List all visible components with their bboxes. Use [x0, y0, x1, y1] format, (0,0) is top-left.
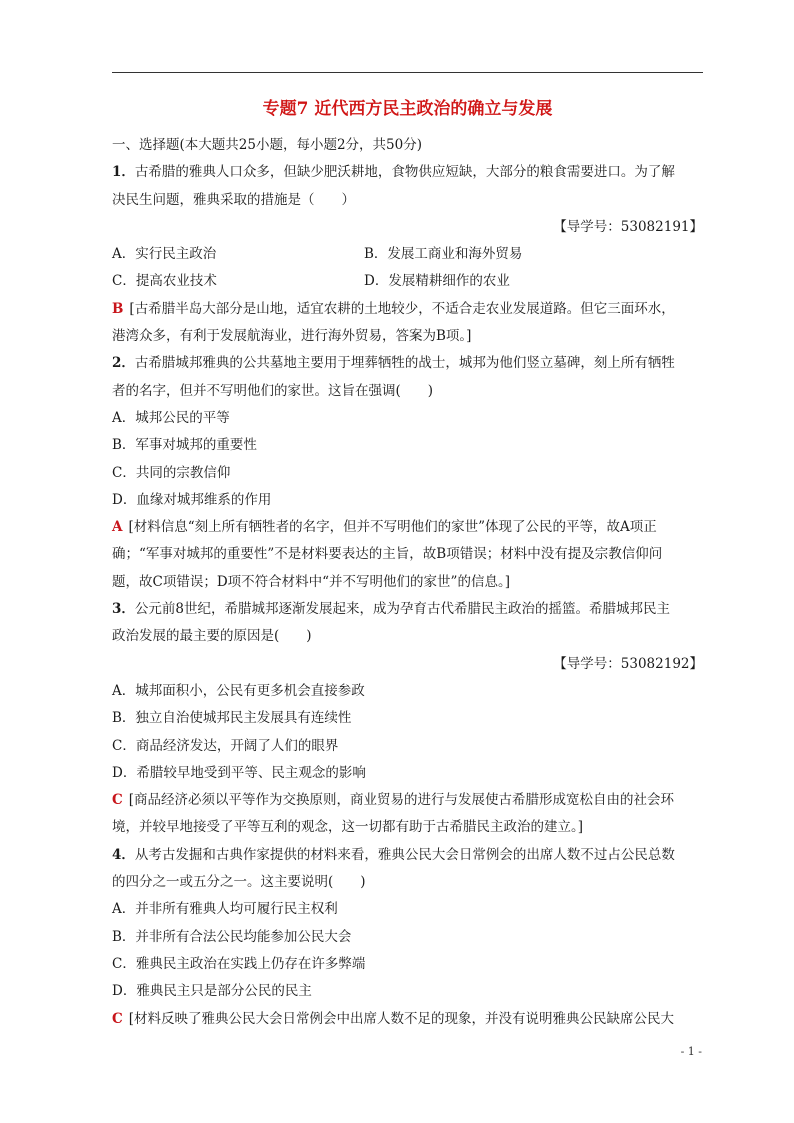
- question-number: 4．: [112, 846, 135, 863]
- question-2: [112, 350, 703, 596]
- option-a: A．城邦面积小，公民有更多机会直接参政: [112, 682, 365, 699]
- answer-letter: A: [112, 519, 123, 536]
- question-stem-line: 3．公元前8世纪，希腊城邦逐渐发展起来，成为孕育古代希腊民主政治的摇篮。希腊城邦民主: [112, 601, 670, 618]
- options-row: [112, 268, 703, 295]
- study-code: 【导学号：53082191】: [553, 218, 703, 235]
- option-d: D．发展精耕细作的农业: [364, 273, 510, 290]
- option-c: C．共同的宗教信仰: [112, 464, 231, 481]
- answer-line: [112, 296, 703, 323]
- option-b: B．发展工商业和海外贸易: [364, 246, 523, 263]
- explanation-line: 境，并较早地接受了平等互利的观念，这一切都有助于古希腊民主政治的建立。]: [112, 819, 584, 836]
- option-b: B．并非所有合法公民均能参加公民大会: [112, 928, 352, 945]
- section-heading: 一、选择题(本大题共25小题，每小题2分，共50分): [112, 137, 422, 153]
- study-code: 【导学号：53082192】: [553, 655, 703, 672]
- option-d: D．雅典民主只是部分公民的民主: [112, 983, 312, 1000]
- answer-line: [112, 1006, 703, 1033]
- question-1: [112, 159, 703, 350]
- question-stem-line: 1．古希腊的雅典人口众多，但缺少肥沃耕地，食物供应短缺，大部分的粮食需要进口。为了解: [112, 164, 675, 181]
- answer-line: [112, 787, 703, 814]
- option-d: D．血缘对城邦维系的作用: [112, 491, 272, 508]
- explanation-text: [商品经济必须以平等作为交换原则，商业贸易的进行与发展使古希腊形成宽松自由的社会环: [128, 792, 675, 809]
- question-stem-line: 的四分之一或五分之一。这主要说明( ): [112, 874, 366, 891]
- question-number: 2．: [112, 355, 135, 372]
- explanation-text: [材料反映了雅典公民大会日常例会中出席人数不足的现象，并没有说明雅典公民缺席公民大: [128, 1010, 675, 1027]
- answer-letter: B: [112, 300, 124, 317]
- explanation-line: 确；“军事对城邦的重要性”不是材料要表达的主旨，故B项错误；材料中没有提及宗教信仰问: [112, 546, 663, 563]
- option-a: A．并非所有雅典人均可履行民主权利: [112, 901, 338, 918]
- option-d: D．希腊较早地受到平等、民主观念的影响: [112, 764, 366, 781]
- question-stem-line: 政治发展的最主要的原因是( ): [112, 628, 312, 645]
- option-b: B．军事对城邦的重要性: [112, 437, 257, 454]
- answer-line: [112, 514, 703, 541]
- option-c: C．商品经济发达，开阔了人们的眼界: [112, 737, 339, 754]
- explanation-text: [古希腊半岛大部分是山地，适宜农耕的土地较少，不适合走农业发展道路。但它三面环水，: [129, 300, 675, 317]
- question-4: [112, 842, 703, 1033]
- option-a: A．城邦公民的平等: [112, 409, 230, 426]
- page-number: - 1 -: [680, 1045, 702, 1058]
- option-c: C．提高农业技术: [112, 273, 217, 290]
- explanation-line: 港湾众多，有利于发展航海业，进行海外贸易，答案为B项。]: [112, 328, 472, 345]
- question-3: [112, 596, 703, 842]
- option-b: B．独立自治使城邦民主发展具有连续性: [112, 710, 352, 727]
- explanation-text: [材料信息“刻上所有牺牲者的名字，但并不写明他们的家世”体现了公民的平等，故A项正: [128, 519, 657, 536]
- question-stem-line: 决民生问题，雅典采取的措施是（ ）: [112, 191, 355, 208]
- option-a: A．实行民主政治: [112, 246, 217, 263]
- question-number: 1．: [112, 164, 135, 181]
- answer-letter: C: [112, 1010, 123, 1027]
- answer-letter: C: [112, 792, 123, 809]
- question-stem-line: 者的名字，但并不写明他们的家世。这旨在强调( ): [112, 382, 434, 399]
- options-row: [112, 241, 703, 268]
- question-number: 3．: [112, 601, 135, 618]
- document-body: [112, 132, 703, 1033]
- page-title: 专题7 近代西方民主政治的确立与发展: [262, 99, 553, 119]
- question-stem-line: 2．古希腊城邦雅典的公共墓地主要用于埋葬牺牲的战士，城邦为他们竖立墓碑，刻上所有牺牲: [112, 355, 675, 372]
- option-c: C．雅典民主政治在实践上仍存在许多弊端: [112, 955, 366, 972]
- explanation-line: 题，故C项错误；D项不符合材料中“并不写明他们的家世”的信息。]: [112, 573, 510, 590]
- question-stem-line: 4．从考古发掘和古典作家提供的材料来看，雅典公民大会日常例会的出席人数不过占公民总数: [112, 846, 675, 863]
- header-rule: [112, 72, 703, 73]
